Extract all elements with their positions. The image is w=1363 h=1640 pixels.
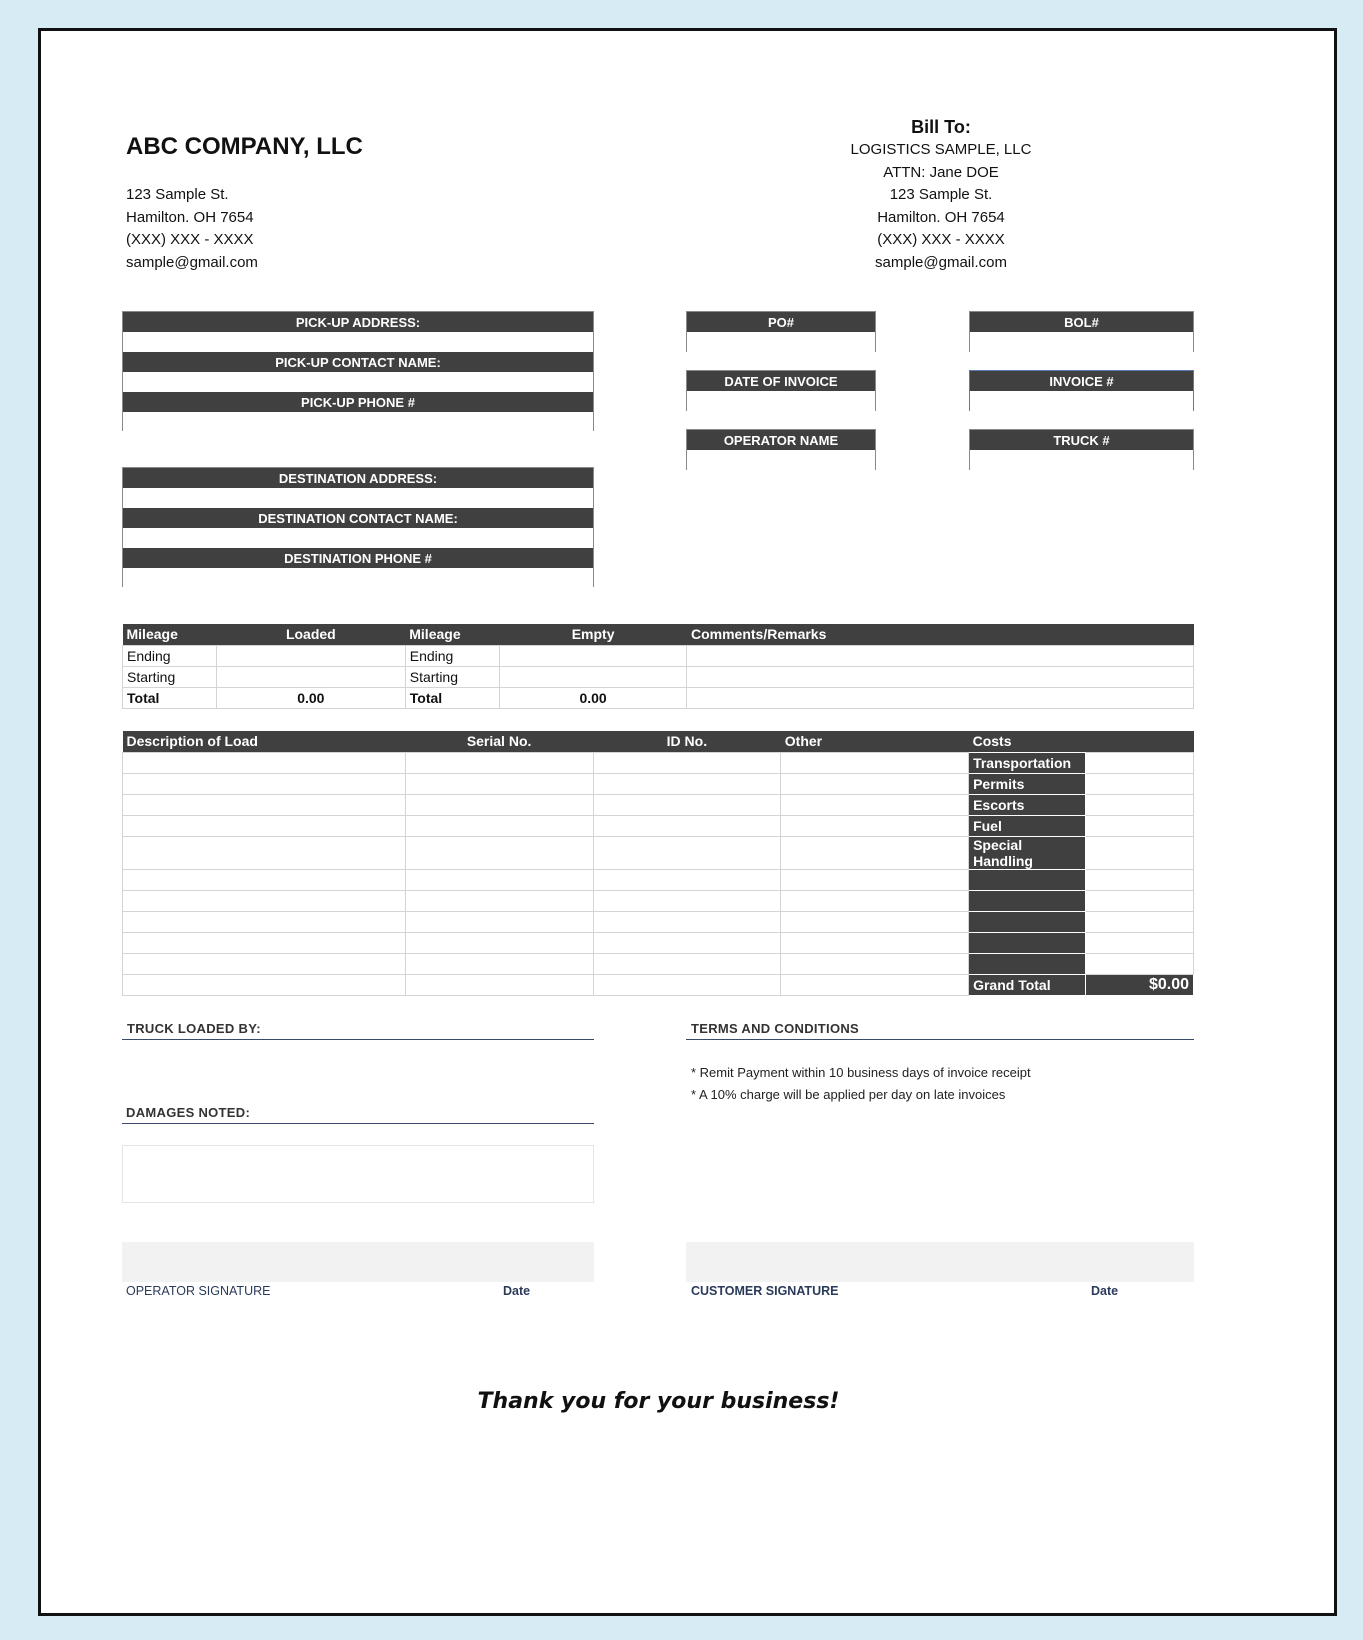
load-cell[interactable]: [781, 752, 969, 773]
cost-label: Transportation: [969, 752, 1086, 773]
load-cell[interactable]: [593, 752, 781, 773]
pickup-phone-label: PICK-UP PHONE #: [123, 392, 593, 412]
load-cell[interactable]: [593, 869, 781, 890]
load-row: [123, 773, 1194, 794]
pickup-contact-field[interactable]: [123, 372, 593, 392]
thank-you-message: Thank you for your business!: [477, 1389, 840, 1414]
cost-label: [969, 869, 1086, 890]
mileage-header-loaded: Loaded: [216, 624, 405, 645]
comments-cell[interactable]: [687, 666, 1194, 687]
cost-value[interactable]: [1086, 890, 1194, 911]
pickup-contact-label: PICK-UP CONTACT NAME:: [123, 352, 593, 372]
bol-field[interactable]: [970, 332, 1193, 352]
load-cell[interactable]: [405, 836, 593, 869]
mileage-loaded-total: 0.00: [216, 687, 405, 708]
mileage-row-starting: [123, 666, 1194, 687]
load-cell[interactable]: [405, 869, 593, 890]
truck-field[interactable]: [970, 450, 1193, 470]
load-row: [123, 953, 1194, 974]
company-phone: (XXX) XXX - XXXX: [126, 231, 254, 248]
bill-to-name: LOGISTICS SAMPLE, LLC: [850, 141, 1032, 158]
mileage-label: Ending: [405, 645, 499, 666]
load-table: [122, 731, 1194, 996]
po-label: PO#: [687, 312, 875, 332]
load-cell[interactable]: [405, 794, 593, 815]
company-address: 123 Sample St.: [126, 186, 229, 203]
mileage-empty-starting[interactable]: [499, 666, 687, 687]
load-cell[interactable]: [123, 869, 406, 890]
mileage-header-mileage-loaded: Mileage: [123, 624, 217, 645]
damages-noted-field[interactable]: [122, 1145, 594, 1203]
load-cell[interactable]: [593, 911, 781, 932]
customer-signature-label: CUSTOMER SIGNATURE: [691, 1284, 839, 1298]
bill-to-heading: Bill To:: [911, 117, 971, 137]
terms-line: * Remit Payment within 10 business days of invoice receipt: [691, 1065, 1031, 1080]
load-header-serial: Serial No.: [405, 731, 593, 752]
customer-signature-field[interactable]: [686, 1242, 1194, 1282]
company-info: [126, 184, 258, 274]
cost-value[interactable]: [1086, 836, 1194, 869]
load-cell[interactable]: [593, 794, 781, 815]
customer-date-label: Date: [1091, 1284, 1119, 1298]
mileage-empty-total: 0.00: [499, 687, 687, 708]
destination-block: [122, 467, 594, 587]
load-cell[interactable]: [781, 953, 969, 974]
load-cell[interactable]: [405, 890, 593, 911]
invoice-number-box: [969, 370, 1194, 411]
mileage-label: Starting: [123, 666, 217, 687]
operator-date-label: Date: [503, 1284, 531, 1298]
cost-label: Fuel: [969, 815, 1086, 836]
bill-to-phone: (XXX) XXX - XXXX: [877, 231, 1005, 248]
terms-line: * A 10% charge will be applied per day on late invoices: [691, 1087, 1006, 1102]
operator-name-field[interactable]: [687, 450, 875, 470]
load-cell[interactable]: [123, 911, 406, 932]
destination-address-field[interactable]: [123, 488, 593, 508]
load-cell[interactable]: [781, 836, 969, 869]
cost-value[interactable]: [1086, 953, 1194, 974]
load-cell[interactable]: [781, 911, 969, 932]
load-cell[interactable]: [405, 974, 593, 995]
load-row: [123, 794, 1194, 815]
load-cell[interactable]: [123, 932, 406, 953]
cost-label: [969, 890, 1086, 911]
destination-phone-label: DESTINATION PHONE #: [123, 548, 593, 568]
mileage-header-comments: Comments/Remarks: [687, 624, 1194, 645]
mileage-label: Total: [123, 687, 217, 708]
invoice-number-field[interactable]: [970, 391, 1193, 411]
load-header-id: ID No.: [593, 731, 781, 752]
bol-label: BOL#: [970, 312, 1193, 332]
load-row: [123, 869, 1194, 890]
mileage-header-empty: Empty: [499, 624, 687, 645]
load-cell[interactable]: [405, 752, 593, 773]
bill-to-attn: ATTN: Jane DOE: [883, 163, 999, 181]
load-cell[interactable]: [593, 953, 781, 974]
load-cell[interactable]: [123, 836, 406, 869]
grand-total-row: [123, 974, 1194, 995]
load-cell[interactable]: [781, 773, 969, 794]
pickup-address-field[interactable]: [123, 332, 593, 352]
pickup-address-label: PICK-UP ADDRESS:: [123, 312, 593, 332]
mileage-loaded-ending[interactable]: [216, 645, 405, 666]
destination-contact-field[interactable]: [123, 528, 593, 548]
company-city: Hamilton. OH 7654: [126, 208, 254, 226]
load-cell[interactable]: [123, 773, 406, 794]
load-row: [123, 752, 1194, 773]
destination-phone-field[interactable]: [123, 568, 593, 588]
load-row: [123, 911, 1194, 932]
load-header-row: [123, 731, 1194, 752]
po-box: [686, 311, 876, 352]
truck-label: TRUCK #: [970, 430, 1193, 450]
terms-title: TERMS AND CONDITIONS: [686, 1021, 1194, 1040]
load-header-description: Description of Load: [123, 731, 406, 752]
mileage-row-total: [123, 687, 1194, 708]
comments-cell[interactable]: [687, 687, 1194, 708]
grand-total-value: $0.00: [1086, 974, 1194, 995]
cost-label: [969, 953, 1086, 974]
mileage-label: Total: [405, 687, 499, 708]
cost-value[interactable]: [1086, 815, 1194, 836]
cost-label: Special Handling: [969, 836, 1086, 869]
truck-box: [969, 429, 1194, 470]
pickup-phone-field[interactable]: [123, 412, 593, 432]
load-cell[interactable]: [123, 752, 406, 773]
load-cell[interactable]: [123, 890, 406, 911]
destination-contact-label: DESTINATION CONTACT NAME:: [123, 508, 593, 528]
damages-noted-label: DAMAGES NOTED:: [122, 1105, 594, 1124]
load-cell[interactable]: [123, 974, 406, 995]
load-cell[interactable]: [593, 890, 781, 911]
grand-total-label: Grand Total: [969, 974, 1086, 995]
load-cell[interactable]: [405, 932, 593, 953]
load-cell[interactable]: [405, 953, 593, 974]
invoice-number-label: INVOICE #: [970, 371, 1193, 391]
bill-to-city: Hamilton. OH 7654: [877, 208, 1005, 226]
load-cell[interactable]: [781, 869, 969, 890]
mileage-empty-ending[interactable]: [499, 645, 687, 666]
load-cell[interactable]: [781, 890, 969, 911]
operator-signature-label: OPERATOR SIGNATURE: [126, 1284, 271, 1298]
cost-label: [969, 932, 1086, 953]
bol-box: [969, 311, 1194, 352]
mileage-loaded-starting[interactable]: [216, 666, 405, 687]
mileage-header-row: [123, 624, 1194, 645]
cost-value[interactable]: [1086, 932, 1194, 953]
company-name: ABC COMPANY, LLC: [126, 133, 363, 160]
load-cell[interactable]: [405, 815, 593, 836]
cost-label: Permits: [969, 773, 1086, 794]
invoice-page: [38, 28, 1337, 1616]
load-cell[interactable]: [781, 974, 969, 995]
load-cell[interactable]: [593, 974, 781, 995]
load-row: [123, 932, 1194, 953]
load-cell[interactable]: [781, 932, 969, 953]
mileage-label: Starting: [405, 666, 499, 687]
load-cell[interactable]: [123, 794, 406, 815]
cost-value[interactable]: [1086, 752, 1194, 773]
cost-value[interactable]: [1086, 773, 1194, 794]
load-cell[interactable]: [593, 932, 781, 953]
cost-label: Escorts: [969, 794, 1086, 815]
mileage-label: Ending: [123, 645, 217, 666]
load-cell[interactable]: [781, 815, 969, 836]
load-cell[interactable]: [593, 815, 781, 836]
destination-address-label: DESTINATION ADDRESS:: [123, 468, 593, 488]
date-of-invoice-box: [686, 370, 876, 411]
cost-label: [969, 911, 1086, 932]
load-cell[interactable]: [593, 773, 781, 794]
bill-to-address: 123 Sample St.: [889, 186, 993, 203]
comments-cell[interactable]: [687, 645, 1194, 666]
cost-value[interactable]: [1086, 869, 1194, 890]
load-row: [123, 836, 1194, 869]
operator-name-label: OPERATOR NAME: [687, 430, 875, 450]
load-cell[interactable]: [593, 836, 781, 869]
terms-list: [691, 1062, 1031, 1106]
load-header-other: Other: [781, 731, 969, 752]
date-of-invoice-label: DATE OF INVOICE: [687, 371, 875, 391]
pickup-block: [122, 311, 594, 431]
truck-loaded-by-label: TRUCK LOADED BY:: [122, 1021, 594, 1040]
load-cell[interactable]: [405, 911, 593, 932]
mileage-row-ending: [123, 645, 1194, 666]
date-of-invoice-field[interactable]: [687, 391, 875, 411]
load-row: [123, 890, 1194, 911]
load-cell[interactable]: [123, 953, 406, 974]
load-cell[interactable]: [781, 794, 969, 815]
load-header-costs: Costs: [969, 731, 1194, 752]
operator-signature-field[interactable]: [122, 1242, 594, 1282]
mileage-table: [122, 624, 1194, 709]
load-row: [123, 815, 1194, 836]
bill-to-block: [791, 115, 1091, 274]
mileage-header-mileage-empty: Mileage: [405, 624, 499, 645]
cost-value[interactable]: [1086, 794, 1194, 815]
load-cell[interactable]: [405, 773, 593, 794]
cost-value[interactable]: [1086, 911, 1194, 932]
bill-to-email: sample@gmail.com: [875, 253, 1007, 271]
operator-name-box: [686, 429, 876, 470]
company-email: sample@gmail.com: [126, 253, 258, 271]
po-field[interactable]: [687, 332, 875, 352]
load-cell[interactable]: [123, 815, 406, 836]
